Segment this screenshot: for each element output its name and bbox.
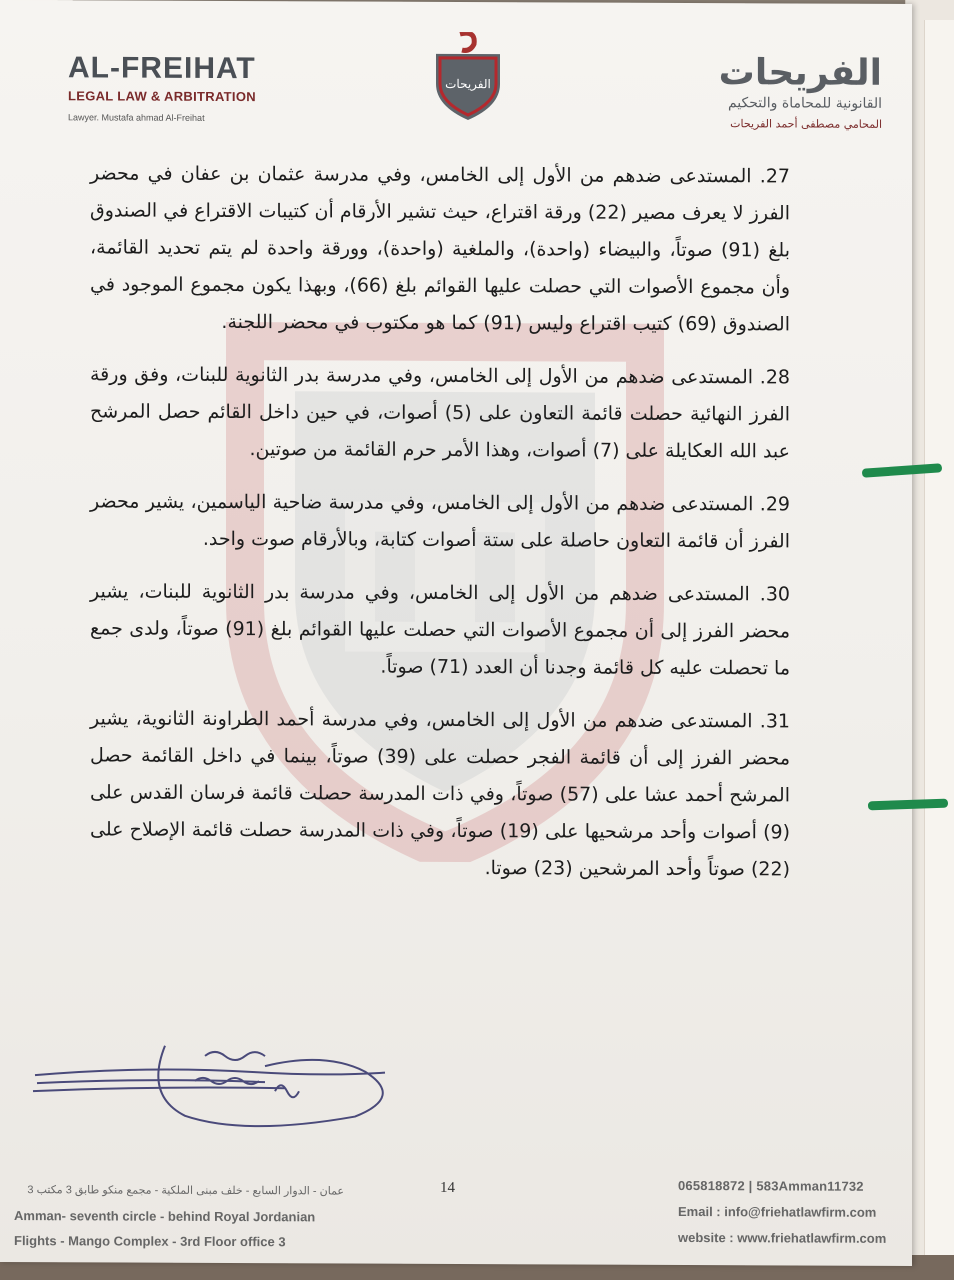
address-english-line-1: Amman- seventh circle - behind Royal Jordanian bbox=[14, 1208, 316, 1225]
folder-inner-page bbox=[924, 20, 954, 1260]
phone-and-po-box: 065818872 | 583Amman11732 bbox=[678, 1177, 864, 1194]
paragraph-number: 29. bbox=[759, 493, 790, 516]
brand-name-ar: الفريحات bbox=[718, 52, 882, 94]
footer-contact bbox=[678, 1173, 908, 1252]
address-arabic: عمان - الدوار السابع - خلف مبنى الملكية - مجمع منكو طابق 3 مكتب 3 bbox=[27, 1184, 344, 1198]
email-text: Email : info@friehatlawfirm.com bbox=[678, 1203, 877, 1220]
paragraph-text: المستدعى ضدهم من الأول إلى الخامس، وفي مدرسة بدر الثانوية للبنات، يشير محضر الفرز إلى أن مجموع الأصوات التي حصلت عليها القوائم بلغ (91) صوتاً، ولدى جمع ما تحصلت عليه كل قائمة وجدنا أن العدد (71) صوتاً. bbox=[90, 580, 790, 680]
lawyer-name-en: Lawyer. Mustafa ahmad Al-Freihat bbox=[68, 112, 205, 123]
address-english-line-2: Flights - Mango Complex - 3rd Floor office 3 bbox=[14, 1233, 286, 1250]
brand-arabic bbox=[622, 53, 882, 131]
document-body bbox=[90, 155, 790, 904]
paragraph-number: 28. bbox=[759, 366, 790, 389]
paragraph-text: المستدعى ضدهم من الأول إلى الخامس، وفي مدرسة بدر الثانوية للبنات، وفق ورقة الفرز النهائية حصلت قائمة التعاون على (5) أصوات، في حين داخل القائم حصل المرشح عبد الله العكايلة على (7) أصوات، وهذا الأمر حرم القائمة من صوتين. bbox=[90, 363, 790, 463]
website-text: website : www.friehatlawfirm.com bbox=[678, 1229, 887, 1246]
logo-text: الفريحات bbox=[445, 76, 491, 92]
lawyer-name-ar: المحامي مصطفى أحمد الفريحات bbox=[730, 117, 882, 131]
firm-logo-icon bbox=[430, 32, 506, 122]
paragraph-30 bbox=[90, 573, 790, 687]
paragraph-number: 30. bbox=[759, 583, 790, 606]
footer-address bbox=[14, 1178, 344, 1254]
paragraph-text: المستدعى ضدهم من الأول إلى الخامس، وفي مدرسة عثمان بن عفان في محضر الفرز لا يعرف مصير (22) ورقة اقتراع، حيث تشير الأرقام أن كتيبات الاقتراع في الصندوق بلغ (91) صوتاً، والبيضاء (واحدة)، والملغية (واحدة)، وورقة واحدة لم يتم تحديد القائمة، وأن مجموع الأصوات التي حصلت عليها القوائم بلغ (66)، وبهذا يكون مجموع الموجود في الصندوق (69) كتيب اقتراع وليس (91) كما هو مكتوب في محضر اللجنة. bbox=[90, 162, 790, 336]
paragraph-number: 27. bbox=[759, 165, 790, 188]
paragraph-text: المستدعى ضدهم من الأول إلى الخامس، وفي مدرسة ضاحية الياسمين، يشير محضر الفرز أن قائمة التعاون حاصلة على ستة أصوات كتابة، وبالأرقام صوت واحد. bbox=[90, 490, 790, 553]
brand-subtitle-ar: القانونية للمحاماة والتحكيم bbox=[727, 95, 882, 112]
page-number: 14 bbox=[440, 1179, 455, 1196]
brand-english bbox=[68, 52, 256, 123]
folder-edge bbox=[905, 0, 954, 1280]
paragraph-text: المستدعى ضدهم من الأول إلى الخامس، وفي مدرسة أحمد الطراونة الثانوية، يشير محضر الفرز إلى أن قائمة الفجر حصلت على (39) صوتاً، بينما في داخل القائمة حصل المرشح أحمد عشا على (57) صوتاً، وفي ذات المدرسة حصلت قائمة فرسان القدس على (9) أصوات وأحد مرشحيها على (19) صوتاً، وفي ذات المدرسة حصلت قائمة الإصلاح على (22) صوتاً وأحد المرشحين (23) صوتا. bbox=[90, 707, 791, 881]
paragraph-28 bbox=[90, 356, 790, 470]
brand-name-en: AL-FREIHAT bbox=[68, 51, 256, 86]
paragraph-27 bbox=[90, 155, 790, 343]
handwritten-signature-icon bbox=[25, 1035, 405, 1147]
paragraph-29 bbox=[90, 483, 790, 560]
paragraph-number: 31. bbox=[759, 710, 790, 733]
paragraph-31 bbox=[90, 700, 790, 888]
brand-subtitle-en: LEGAL LAW & ARBITRATION bbox=[68, 88, 256, 105]
